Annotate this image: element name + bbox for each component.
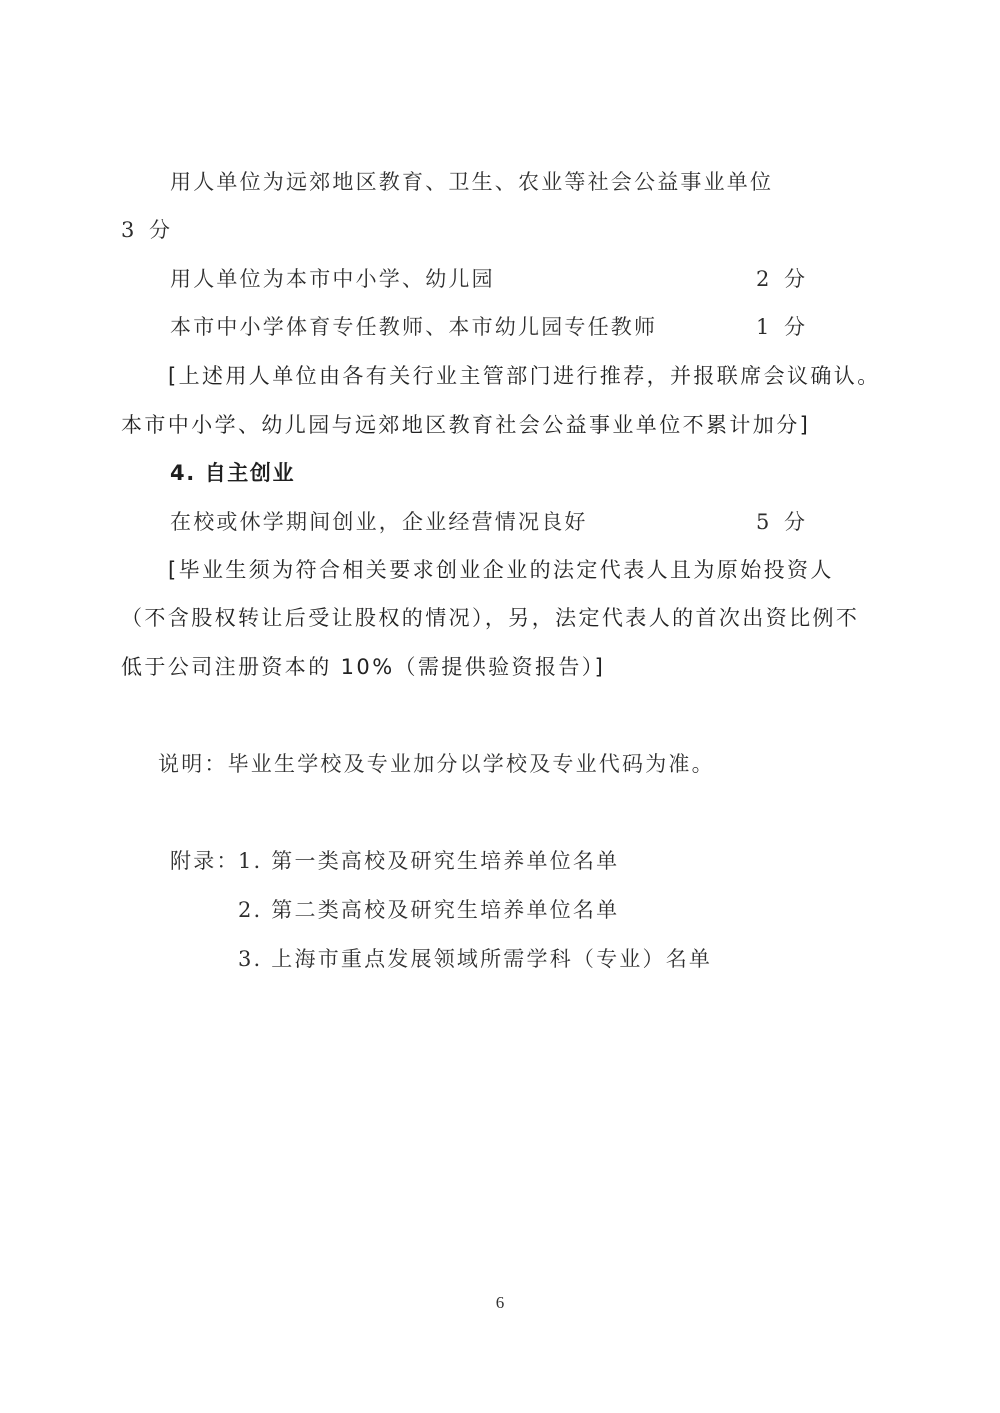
appendix-item: 2. 第二类高校及研究生培养单位名单 bbox=[238, 898, 620, 922]
unit-note-line-1: [上述用人单位由各有关行业主管部门进行推荐，并报联席会议确认。 bbox=[168, 364, 881, 388]
page-number: 6 bbox=[495, 1293, 505, 1312]
appendix-item: 3. 上海市重点发展领域所需学科（专业）名单 bbox=[238, 947, 713, 971]
entrepreneurship-note-line-3: 低于公司注册资本的 10%（需提供验资报告）] bbox=[121, 655, 606, 679]
entrepreneurship-heading: 4. 自主创业 bbox=[170, 461, 296, 485]
entrepreneurship-note-line-2: （不含股权转让后受让股权的情况），另，法定代表人的首次出资比例不 bbox=[121, 606, 860, 630]
remote-welfare-unit-score: 3 分 bbox=[121, 218, 175, 242]
appendix-item: 1. 第一类高校及研究生培养单位名单 bbox=[238, 849, 620, 873]
entrepreneurship-note-line-1: [毕业生须为符合相关要求创业企业的法定代表人且为原始投资人 bbox=[168, 558, 834, 582]
unit-note-line-2: 本市中小学、幼儿园与远郊地区教育社会公益事业单位不累计加分] bbox=[121, 413, 811, 437]
appendix-label: 附录： bbox=[170, 849, 240, 873]
explanation-text: 说明：毕业生学校及专业加分以学校及专业代码为准。 bbox=[158, 752, 715, 776]
pe-teacher-score: 1 分 bbox=[756, 315, 810, 339]
pe-teacher-text: 本市中小学体育专任教师、本市幼儿园专任教师 bbox=[170, 315, 658, 339]
primary-kindergarten-unit-score: 2 分 bbox=[756, 267, 810, 291]
entrepreneurship-item-score: 5 分 bbox=[756, 510, 810, 534]
remote-welfare-unit-text: 用人单位为远郊地区教育、卫生、农业等社会公益事业单位 bbox=[170, 170, 774, 194]
entrepreneurship-item-text: 在校或休学期间创业，企业经营情况良好 bbox=[170, 510, 588, 534]
primary-kindergarten-unit-text: 用人单位为本市中小学、幼儿园 bbox=[170, 267, 495, 291]
